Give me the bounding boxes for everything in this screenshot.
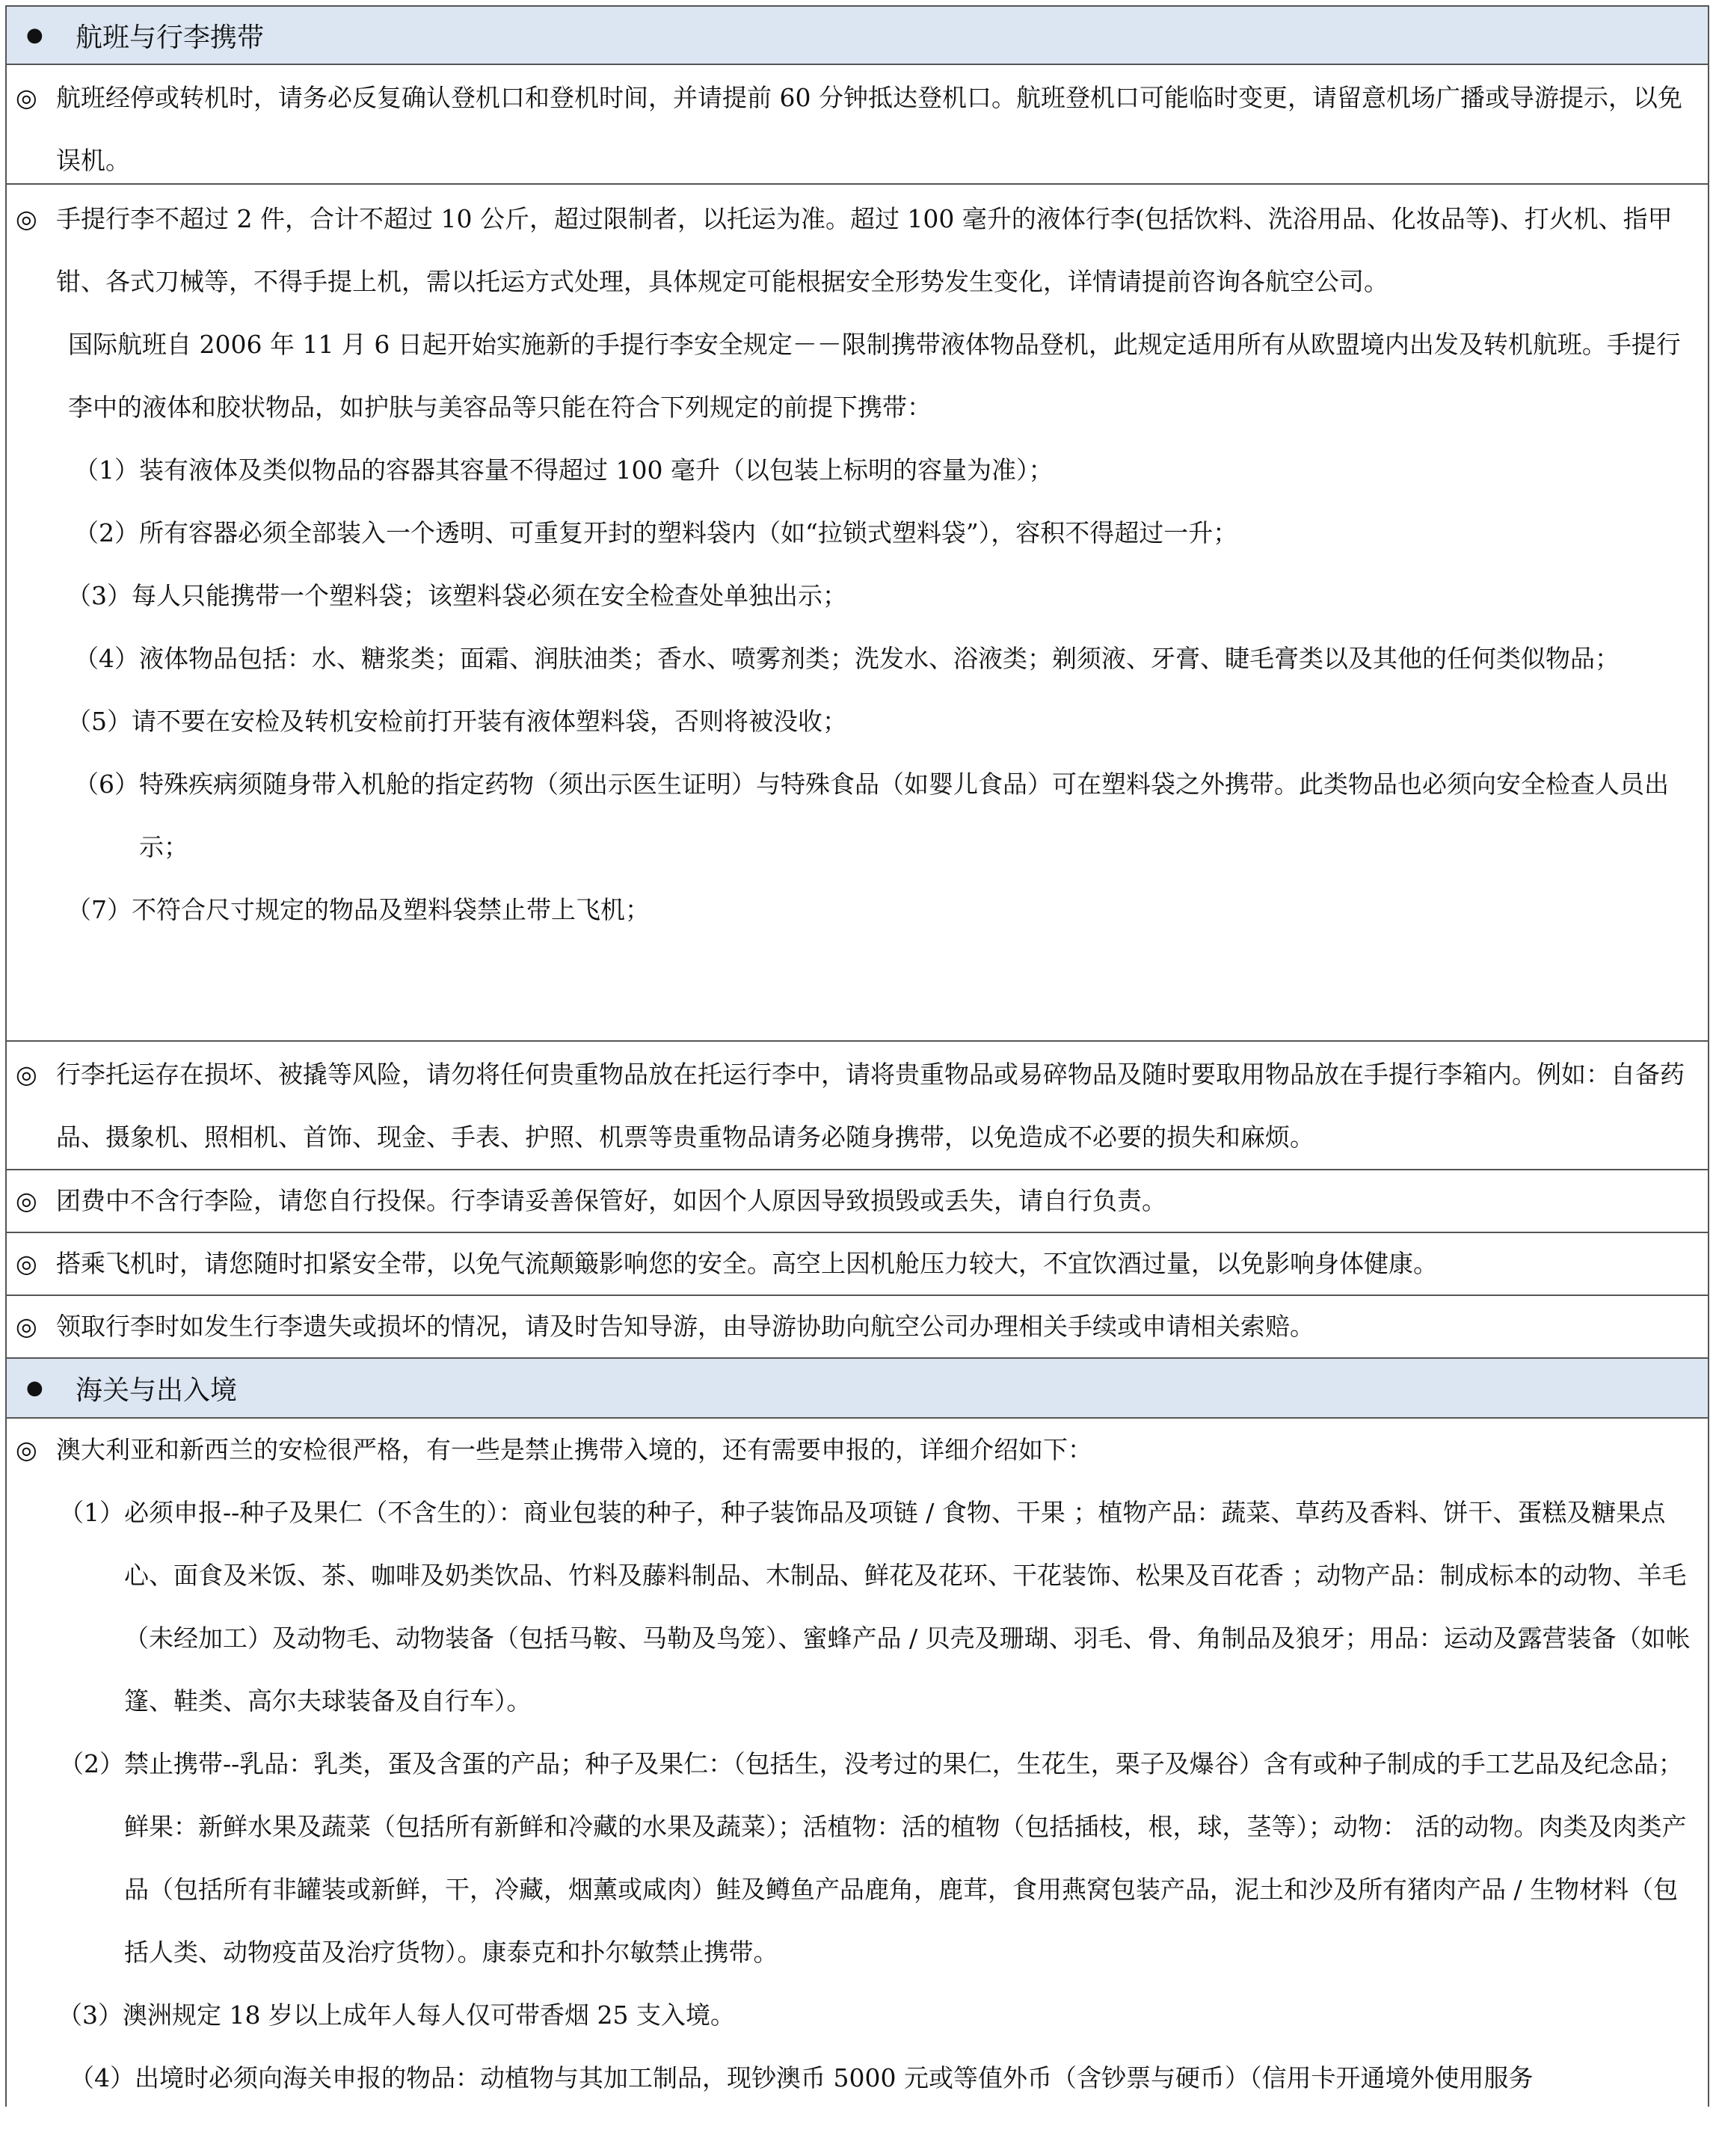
rule-text: 不符合尺寸规定的物品及塑料袋禁止带上飞机；: [132, 895, 650, 924]
customs-item: [16, 1481, 1694, 1733]
item-label: （3）: [58, 2000, 123, 2030]
rule-text: 每人只能携带一个塑料袋；该塑料袋必须在安全检查处单独出示；: [132, 581, 847, 610]
section-title: 航班与行李携带: [76, 22, 265, 53]
rule-text: 请不要在安检及转机安检前打开装有液体塑料袋，否则将被没收；: [132, 707, 847, 736]
luggage-block: [5, 185, 1709, 1042]
paragraph-block: [5, 1042, 1709, 1170]
bullet-icon: ●: [26, 1377, 43, 1399]
paragraph-text: 领取行李时如发生行李遗失或损坏的情况，请及时告知导游，由导游协助向航空公司办理相关手续或申请相关索赔。: [56, 1312, 1314, 1341]
paragraph-text: 行李托运存在损坏、被撬等风险，请勿将任何贵重物品放在托运行李中，请将贵重物品或易碎物品及随时要取用物品放在手提行李箱内。例如：自备药品、摄象机、照相机、首饰、现金、手表、护照、机票等贵重物品请务必随身携带，以免造成不必要的损失和麻烦。: [56, 1060, 1685, 1152]
paragraph-text: 团费中不含行李险，请您自行投保。行李请妥善保管好，如因个人原因导致损毁或丢失，请自行负责。: [56, 1186, 1166, 1215]
double-circle-icon: ◎: [16, 1312, 37, 1341]
double-circle-icon: ◎: [16, 204, 37, 233]
rule-label: （4）: [74, 644, 139, 673]
item-label: （1）: [59, 1498, 124, 1527]
section-header-flight: [5, 5, 1709, 65]
item-label: （2）: [59, 1749, 124, 1778]
rule-label: （2）: [74, 518, 139, 547]
rule-text: 特殊疾病须随身带入机舱的指定药物（须出示医生证明）与特殊食品（如婴儿食品）可在塑料袋之外携带。此类物品也必须向安全检查人员出示；: [139, 770, 1669, 862]
rule-item: [16, 565, 1694, 627]
customs-item: [16, 2047, 1694, 2110]
bullet-icon: ●: [26, 24, 43, 46]
paragraph-text: 搭乘飞机时，请您随时扣紧安全带，以免气流颠簸影响您的安全。高空上因机舱压力较大，不宜饮酒过量，以免影响身体健康。: [56, 1249, 1438, 1278]
rule-item: [16, 502, 1694, 565]
rule-item: [16, 627, 1694, 690]
double-circle-icon: ◎: [16, 1186, 37, 1215]
customs-block: [5, 1419, 1709, 2107]
customs-item: [16, 1984, 1694, 2047]
double-circle-icon: ◎: [16, 1060, 37, 1089]
double-circle-icon: ◎: [16, 83, 37, 112]
double-circle-icon: ◎: [16, 1249, 37, 1278]
section-title: 海关与出入境: [76, 1375, 238, 1406]
section-header-customs: [5, 1359, 1709, 1419]
customs-item: [16, 1733, 1694, 1984]
item-text: 必须申报--种子及果仁（不含生的）：商业包装的种子，种子装饰品及项链 / 食物、干果 ；植物产品：蔬菜、草药及香料、饼干、蛋糕及糖果点心、面食及米饭、茶、咖啡及奶类饮品、竹料及藤料制品、木制品、鲜花及花环、干花装饰、松果及百花香 ；动物产品：制成标本的动物、羊毛（未经加工）及动物毛、动物装备（包括马鞍、马勒及鸟笼）、蜜蜂产品 / 贝壳及珊瑚、羽毛、骨、角制品及狼牙；用品：运动及露营装备（如帐篷、鞋类、高尔夫球装备及自行车）。: [124, 1498, 1691, 1716]
rule-item: [16, 879, 1694, 942]
item-text: 澳洲规定 18 岁以上成年人每人仅可带香烟 25 支入境。: [123, 2000, 735, 2030]
rule-text: 液体物品包括：水、糖浆类；面霜、润肤油类；香水、喷雾剂类；洗发水、浴液类；剃须液、牙膏、睫毛膏类以及其他的任何类似物品；: [139, 644, 1620, 673]
paragraph-block: [5, 1233, 1709, 1296]
paragraph-text: 手提行李不超过 2 件，合计不超过 10 公斤，超过限制者，以托运为准。超过 100 毫升的液体行李(包括饮料、洗浴用品、化妆品等)、打火机、指甲钳、各式刀械等，不得手提上机，需以托运方式处理，具体规定可能根据安全形势发生变化，详情请提前咨询各航空公司。: [56, 204, 1673, 296]
document-page: [5, 5, 1709, 2107]
paragraph-block: [5, 1296, 1709, 1359]
paragraph-block: [5, 1170, 1709, 1233]
item-text: 出境时必须向海关申报的物品：动植物与其加工制品，现钞澳币 5000 元或等值外币（含钞票与硬币）（信用卡开通境外使用服务: [135, 2063, 1534, 2092]
paragraph-block: [5, 65, 1709, 185]
rule-label: （6）: [74, 770, 139, 799]
rule-label: （3）: [67, 581, 132, 610]
rule-item: [16, 690, 1694, 753]
paragraph-text: 澳大利亚和新西兰的安检很严格，有一些是禁止携带入境的，还有需要申报的，详细介绍如下：: [56, 1435, 1092, 1464]
double-circle-icon: ◎: [16, 1435, 37, 1464]
paragraph-text: 航班经停或转机时，请务必反复确认登机口和登机时间，并请提前 60 分钟抵达登机口。航班登机口可能临时变更，请留意机场广播或导游提示，以免误机。: [56, 83, 1682, 175]
item-label: （4）: [70, 2063, 135, 2092]
rule-text: 装有液体及类似物品的容器其容量不得超过 100 毫升（以包装上标明的容量为准）；: [139, 455, 1054, 485]
item-text: 禁止携带--乳品：乳类，蛋及含蛋的产品；种子及果仁：（包括生，没考过的果仁，生花生，栗子及爆谷）含有或种子制成的手工艺品及纪念品；鲜果：新鲜水果及蔬菜（包括所有新鲜和冷藏的水果及蔬菜）；活植物：活的植物（包括插枝，根，球，茎等）；动物： 活的动物。肉类及肉类产品（包括所有非罐装或新鲜，干，冷藏，烟薰或咸肉）鲑及鳟鱼产品鹿角，鹿茸，食用燕窝包装产品，泥土和沙及所有猪肉产品 / 生物材料（包括人类、动物疫苗及治疗货物）。康泰克和扑尔敏禁止携带。: [124, 1749, 1687, 1967]
rule-item: [16, 439, 1694, 502]
rule-label: （7）: [67, 895, 132, 924]
rule-text: 所有容器必须全部装入一个透明、可重复开封的塑料袋内（如“拉锁式塑料袋”），容积不得超过一升；: [139, 518, 1238, 547]
liquid-rule-note: 国际航班自 2006 年 11 月 6 日起开始实施新的手提行李安全规定－－限制携带液体物品登机，此规定适用所有从欧盟境内出发及转机航班。手提行李中的液体和胶状物品，如护肤与美容品等只能在符合下列规定的前提下携带：: [68, 330, 1681, 422]
rule-label: （5）: [67, 707, 132, 736]
rule-label: （1）: [74, 455, 139, 485]
rule-item: [16, 753, 1694, 879]
